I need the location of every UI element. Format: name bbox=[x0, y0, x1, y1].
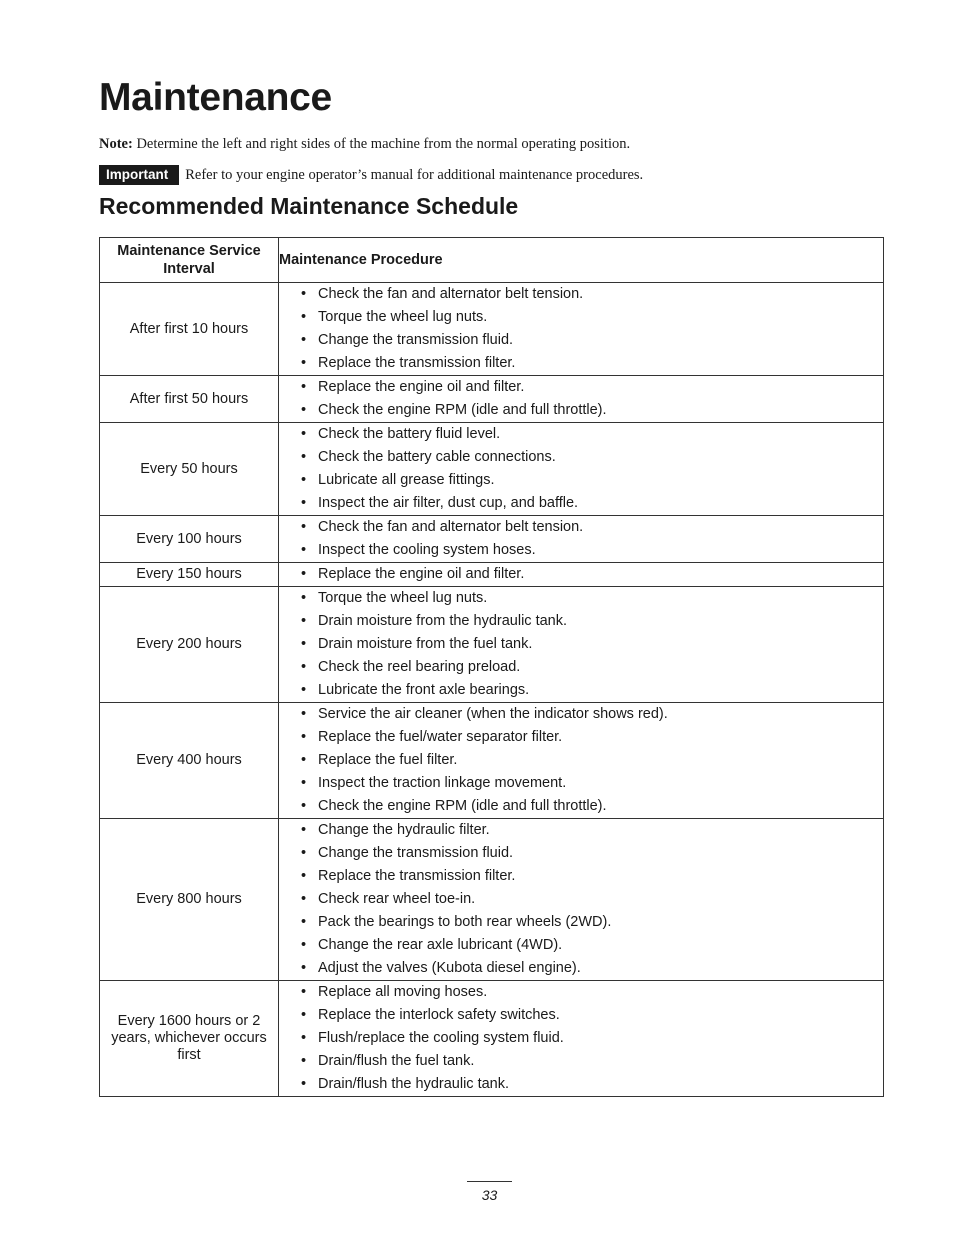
procedure-item: • Torque the wheel lug nuts. bbox=[279, 306, 883, 329]
procedure-item: • Check the battery cable connections. bbox=[279, 446, 883, 469]
procedure-item: • Replace the transmission filter. bbox=[279, 352, 883, 375]
procedure-item: • Check rear wheel toe-in. bbox=[279, 888, 883, 911]
procedure-list bbox=[279, 283, 883, 375]
procedure-item: • Service the air cleaner (when the indicator shows red). bbox=[279, 703, 883, 726]
header-interval: Maintenance Service Interval bbox=[100, 238, 279, 283]
important-notice bbox=[99, 165, 643, 185]
procedure-cell bbox=[279, 516, 884, 563]
procedure-list bbox=[279, 376, 883, 422]
procedure-item: • Replace the fuel filter. bbox=[279, 749, 883, 772]
table-body bbox=[100, 283, 884, 1097]
procedure-list bbox=[279, 563, 883, 586]
procedure-item: • Check the engine RPM (idle and full throttle). bbox=[279, 399, 883, 422]
table-row bbox=[100, 516, 884, 563]
procedure-list bbox=[279, 981, 883, 1096]
procedure-item: • Drain moisture from the fuel tank. bbox=[279, 633, 883, 656]
procedure-item: • Flush/replace the cooling system fluid. bbox=[279, 1027, 883, 1050]
note-text: Determine the left and right sides of the machine from the normal operating position. bbox=[132, 136, 631, 152]
procedure-item: • Lubricate the front axle bearings. bbox=[279, 679, 883, 702]
important-badge: Important bbox=[99, 165, 179, 185]
maintenance-schedule-table bbox=[99, 237, 884, 1097]
table-row bbox=[100, 587, 884, 703]
procedure-cell bbox=[279, 283, 884, 376]
procedure-item: • Inspect the cooling system hoses. bbox=[279, 539, 883, 562]
procedure-item: • Drain/flush the hydraulic tank. bbox=[279, 1073, 883, 1096]
procedure-item: • Replace the transmission filter. bbox=[279, 865, 883, 888]
procedure-list bbox=[279, 587, 883, 702]
interval-cell: Every 150 hours bbox=[100, 563, 279, 587]
interval-cell: After first 50 hours bbox=[100, 376, 279, 423]
interval-cell: Every 800 hours bbox=[100, 819, 279, 981]
note-label: Note: bbox=[99, 136, 133, 152]
procedure-cell bbox=[279, 981, 884, 1097]
table-row bbox=[100, 376, 884, 423]
procedure-item: • Check the reel bearing preload. bbox=[279, 656, 883, 679]
procedure-list bbox=[279, 423, 883, 515]
procedure-item: • Check the fan and alternator belt tension. bbox=[279, 283, 883, 306]
procedure-item: • Replace the engine oil and filter. bbox=[279, 563, 883, 586]
procedure-item: • Change the transmission fluid. bbox=[279, 329, 883, 352]
procedure-item: • Adjust the valves (Kubota diesel engine). bbox=[279, 957, 883, 980]
table-row bbox=[100, 819, 884, 981]
procedure-cell bbox=[279, 703, 884, 819]
procedure-item: • Replace all moving hoses. bbox=[279, 981, 883, 1004]
procedure-item: • Change the transmission fluid. bbox=[279, 842, 883, 865]
footer-divider bbox=[467, 1181, 512, 1182]
procedure-list bbox=[279, 819, 883, 980]
important-text: Refer to your engine operator’s manual for additional maintenance procedures. bbox=[185, 166, 644, 183]
procedure-item: • Drain moisture from the hydraulic tank. bbox=[279, 610, 883, 633]
header-procedure: Maintenance Procedure bbox=[279, 238, 884, 283]
procedure-item: • Inspect the air filter, dust cup, and baffle. bbox=[279, 492, 883, 515]
procedure-cell bbox=[279, 819, 884, 981]
procedure-item: • Check the battery fluid level. bbox=[279, 423, 883, 446]
procedure-item: • Change the hydraulic filter. bbox=[279, 819, 883, 842]
procedure-cell bbox=[279, 376, 884, 423]
table-row bbox=[100, 563, 884, 587]
section-title: Recommended Maintenance Schedule bbox=[99, 193, 519, 219]
procedure-item: • Replace the engine oil and filter. bbox=[279, 376, 883, 399]
procedure-item: • Check the engine RPM (idle and full throttle). bbox=[279, 795, 883, 818]
interval-cell: Every 400 hours bbox=[100, 703, 279, 819]
procedure-cell bbox=[279, 563, 884, 587]
procedure-item: • Torque the wheel lug nuts. bbox=[279, 587, 883, 610]
procedure-item: • Replace the fuel/water separator filter. bbox=[279, 726, 883, 749]
table-row bbox=[100, 423, 884, 516]
procedure-cell bbox=[279, 587, 884, 703]
interval-cell: Every 1600 hours or 2 years, whichever occurs first bbox=[100, 981, 279, 1097]
procedure-cell bbox=[279, 423, 884, 516]
interval-cell: After first 10 hours bbox=[100, 283, 279, 376]
procedure-item: • Change the rear axle lubricant (4WD). bbox=[279, 934, 883, 957]
procedure-item: • Inspect the traction linkage movement. bbox=[279, 772, 883, 795]
page-title: Maintenance bbox=[99, 76, 332, 119]
procedure-item: • Lubricate all grease fittings. bbox=[279, 469, 883, 492]
procedure-item: • Check the fan and alternator belt tension. bbox=[279, 516, 883, 539]
procedure-list bbox=[279, 516, 883, 562]
interval-cell: Every 100 hours bbox=[100, 516, 279, 563]
table-row bbox=[100, 703, 884, 819]
procedure-list bbox=[279, 703, 883, 818]
table-header-row bbox=[100, 238, 884, 283]
table-row bbox=[100, 283, 884, 376]
interval-cell: Every 200 hours bbox=[100, 587, 279, 703]
procedure-item: • Pack the bearings to both rear wheels (2WD). bbox=[279, 911, 883, 934]
table-row bbox=[100, 981, 884, 1097]
procedure-item: • Replace the interlock safety switches. bbox=[279, 1004, 883, 1027]
procedure-item: • Drain/flush the fuel tank. bbox=[279, 1050, 883, 1073]
note-paragraph bbox=[99, 136, 630, 153]
interval-cell: Every 50 hours bbox=[100, 423, 279, 516]
page-number: 33 bbox=[481, 1187, 498, 1203]
